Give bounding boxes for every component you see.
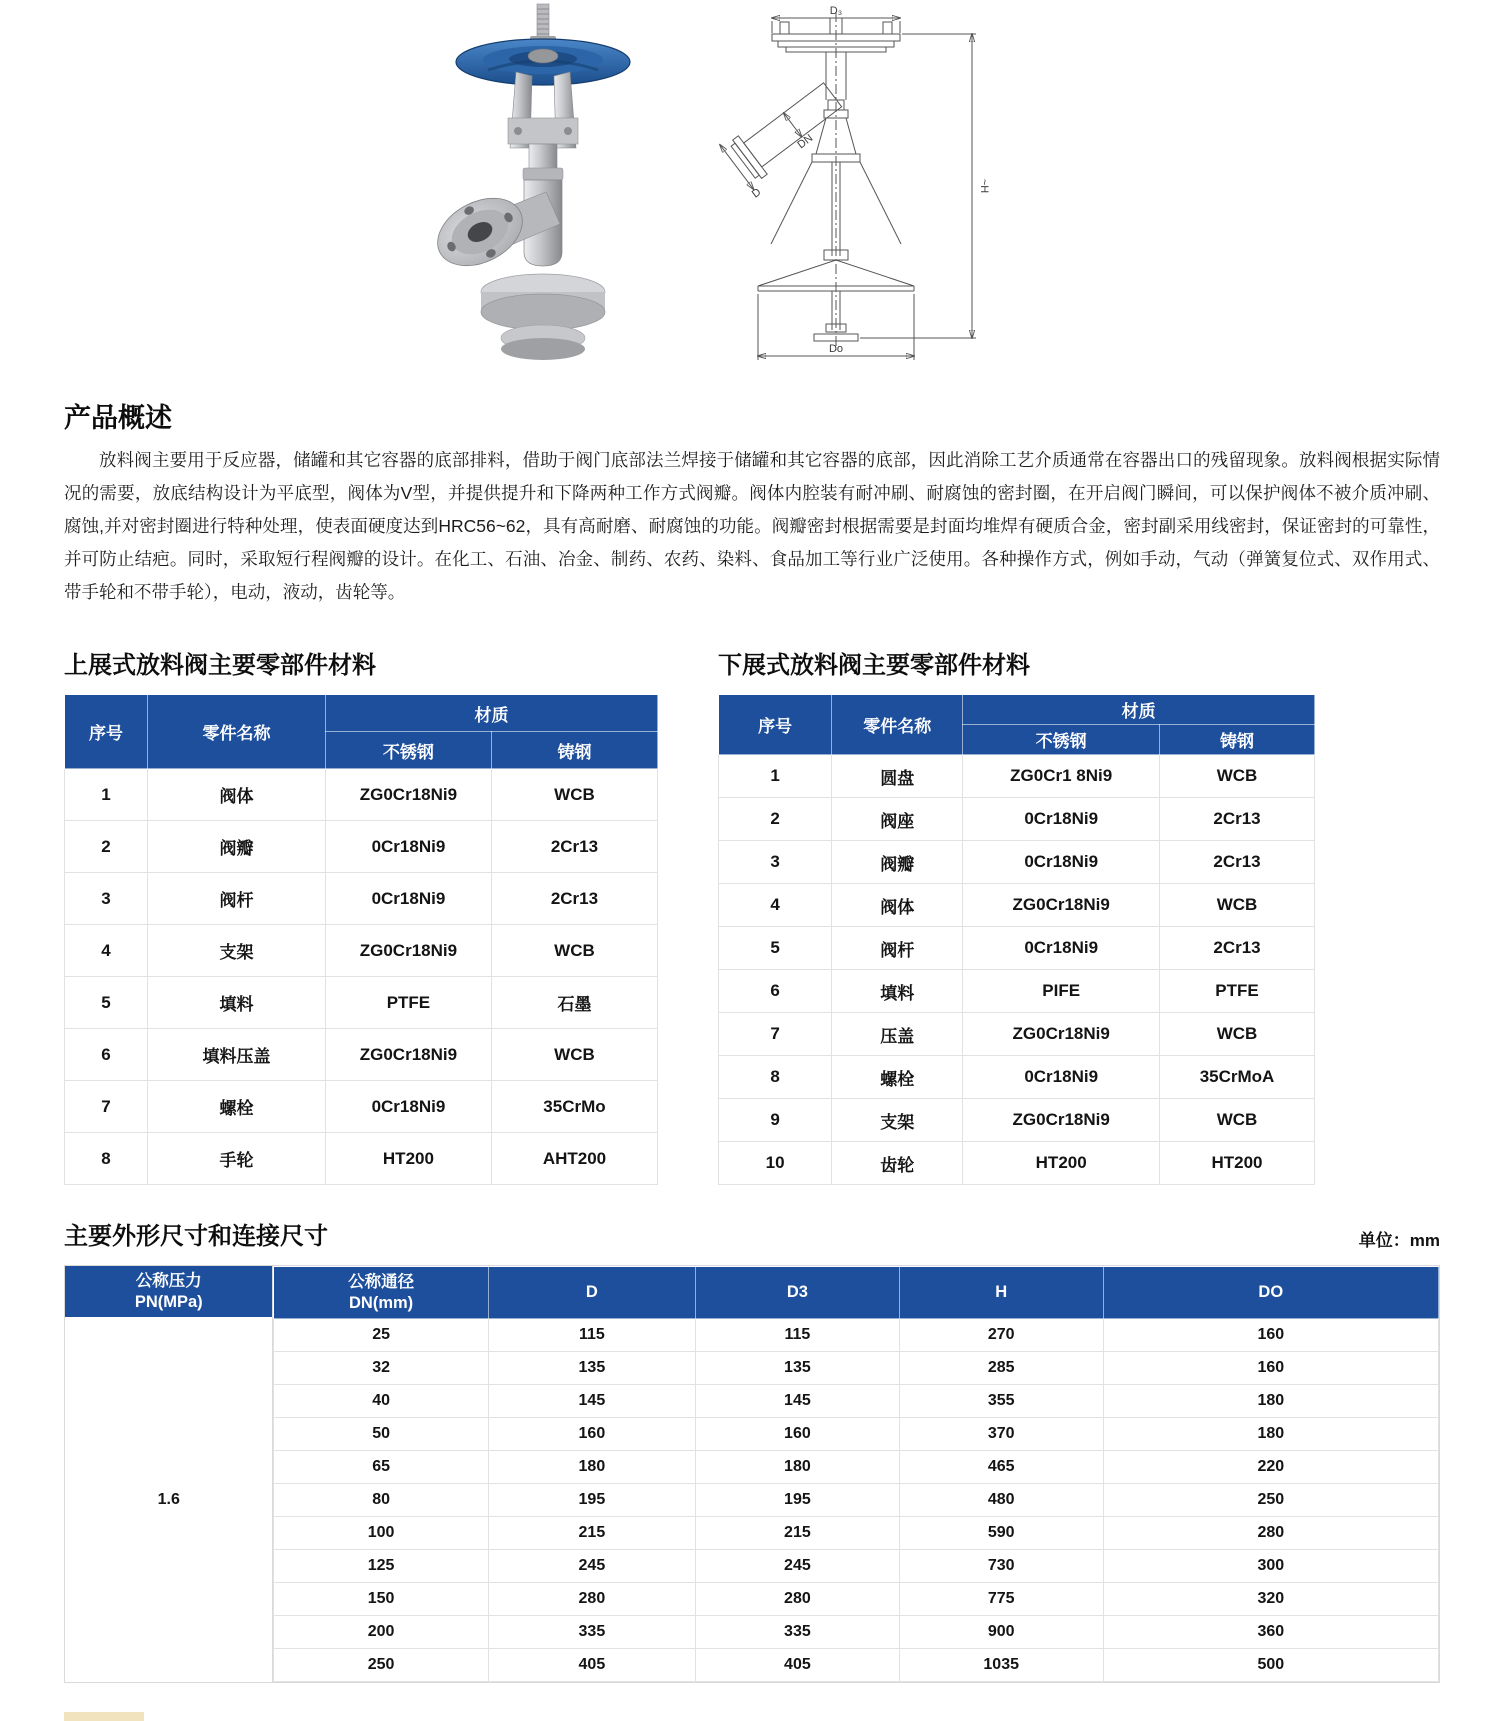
cell-do: 160 [1103, 1319, 1438, 1352]
cell-part-name: 阀杆 [148, 873, 326, 925]
cell-h: 285 [899, 1352, 1103, 1385]
cell-part-name: 圆盘 [832, 755, 963, 798]
cell-stainless-material: HT200 [963, 1142, 1160, 1185]
col-header-part: 零件名称 [148, 695, 326, 769]
table-row [65, 769, 658, 821]
dimensions-title: 主要外形尺寸和连接尺寸 [64, 1223, 328, 1250]
table-row [65, 1081, 658, 1133]
cell-cast-material: AHT200 [491, 1133, 657, 1185]
cell-d3: 135 [696, 1352, 900, 1385]
cell-part-name: 压盖 [832, 1013, 963, 1056]
cell-dn: 40 [274, 1385, 488, 1418]
cell-dn: 50 [274, 1418, 488, 1451]
cell-part-name: 阀体 [148, 769, 326, 821]
table-row [719, 927, 1315, 970]
cell-cast-material: 石墨 [491, 977, 657, 1029]
upper-materials-block [64, 645, 658, 1185]
cell-do: 180 [1103, 1385, 1438, 1418]
overview-section [64, 396, 1440, 609]
cell-do: 500 [1103, 1649, 1438, 1682]
cell-part-name: 填料 [832, 970, 963, 1013]
cell-h: 1035 [899, 1649, 1103, 1682]
col-header-index: 序号 [719, 695, 832, 755]
col-header-pn: 公称压力 PN(MPa) [65, 1266, 272, 1317]
lower-materials-block [718, 645, 1315, 1185]
cell-index: 3 [65, 873, 148, 925]
cell-index: 1 [719, 755, 832, 798]
lower-materials-table [718, 694, 1315, 1185]
cell-h: 590 [899, 1517, 1103, 1550]
overview-paragraph: 放料阀主要用于反应器，储罐和其它容器的底部排料，借助于阀门底部法兰焊接于储罐和其它容器的底部，因此消除工艺介质通常在容器出口的残留现象。放料阀根据实际情况的需要，放底结构设计为平底型，阀体为V型，并提供提升和下降两种工作方式阀瓣。阀体内腔装有耐冲刷、耐腐蚀的密封圈，在开启阀门瞬间，可以保护阀体不被介质冲刷、腐蚀,并对密封圈进行特种处理，使表面硬度达到HRC56~62，具有高耐磨、耐腐蚀的功能。阀瓣密封根据需要是封面均堆焊有硬质合金，密封副采用线密封，保证密封的可靠性，并可防止结疤。同时，采取短行程阀瓣的设计。在化工、石油、冶金、制药、农药、染料、食品加工等行业广泛使用。各种操作方式，例如手动，气动（弹簧复位式、双作用式、带手轮和不带手轮），电动，液动，齿轮等。 [64, 450, 1440, 602]
cell-index: 3 [719, 841, 832, 884]
table-row [65, 925, 658, 977]
cell-d: 280 [488, 1583, 695, 1616]
lower-materials-title: 下展式放料阀主要零部件材料 [718, 652, 1030, 679]
cell-stainless-material: ZG0Cr18Ni9 [963, 1099, 1160, 1142]
pn-column [65, 1266, 273, 1682]
col-header-h: H [899, 1267, 1103, 1319]
cell-stainless-material: HT200 [325, 1133, 491, 1185]
cell-index: 8 [719, 1056, 832, 1099]
cell-cast-material: WCB [1160, 884, 1315, 927]
upper-materials-table [64, 694, 658, 1185]
cell-part-name: 阀体 [832, 884, 963, 927]
table-row [274, 1550, 1439, 1583]
cell-cast-material: WCB [491, 769, 657, 821]
cell-part-name: 螺栓 [148, 1081, 326, 1133]
cell-d3: 160 [696, 1418, 900, 1451]
cell-dn: 250 [274, 1649, 488, 1682]
cell-stainless-material: 0Cr18Ni9 [325, 821, 491, 873]
inlet-flange [426, 185, 533, 279]
cell-stainless-material: 0Cr18Ni9 [963, 798, 1160, 841]
hero-section [0, 0, 1500, 382]
cell-d3: 195 [696, 1484, 900, 1517]
col-header-cast: 铸钢 [1160, 725, 1315, 755]
overview-title: 产品概述 [64, 403, 172, 433]
cell-part-name: 阀瓣 [832, 841, 963, 884]
cell-do: 220 [1103, 1451, 1438, 1484]
cell-d3: 145 [696, 1385, 900, 1418]
cell-index: 2 [719, 798, 832, 841]
cell-stainless-material: ZG0Cr1 8Ni9 [963, 755, 1160, 798]
col-header-dn: 公称通径 DN(mm) [274, 1267, 488, 1319]
cell-cast-material: WCB [1160, 1099, 1315, 1142]
cell-index: 8 [65, 1133, 148, 1185]
table-row [65, 873, 658, 925]
table-row [719, 1056, 1315, 1099]
cell-part-name: 阀瓣 [148, 821, 326, 873]
cell-part-name: 填料压盖 [148, 1029, 326, 1081]
table-row [719, 798, 1315, 841]
cell-index: 5 [65, 977, 148, 1029]
cell-stainless-material: 0Cr18Ni9 [963, 927, 1160, 970]
cell-part-name: 阀杆 [832, 927, 963, 970]
dimension-label-h: ~H [978, 178, 990, 194]
col-header-cast: 铸钢 [491, 732, 657, 769]
dimension-label-dn: DN [795, 132, 816, 152]
cell-d: 115 [488, 1319, 695, 1352]
pn-value-cell: 1.6 [157, 1490, 180, 1508]
cell-index: 6 [65, 1029, 148, 1081]
cell-stainless-material: PTFE [325, 977, 491, 1029]
table-row [274, 1583, 1439, 1616]
table-row [719, 970, 1315, 1013]
cell-cast-material: WCB [491, 1029, 657, 1081]
cell-stainless-material: ZG0Cr18Ni9 [325, 769, 491, 821]
cell-d3: 280 [696, 1583, 900, 1616]
footer-accent-decoration [64, 1712, 144, 1721]
col-header-d3: D3 [696, 1267, 900, 1319]
cell-d3: 335 [696, 1616, 900, 1649]
col-header-do: DO [1103, 1267, 1438, 1319]
cell-cast-material: PTFE [1160, 970, 1315, 1013]
cell-index: 6 [719, 970, 832, 1013]
unit-label: 单位：mm [1358, 1231, 1440, 1250]
cell-index: 5 [719, 927, 832, 970]
cell-index: 7 [65, 1081, 148, 1133]
cell-part-name: 手轮 [148, 1133, 326, 1185]
table-row [274, 1319, 1439, 1352]
valve-yoke [508, 72, 578, 180]
cell-d: 195 [488, 1484, 695, 1517]
cell-part-name: 支架 [832, 1099, 963, 1142]
cell-part-name: 齿轮 [832, 1142, 963, 1185]
table-row [274, 1385, 1439, 1418]
cell-dn: 65 [274, 1451, 488, 1484]
cell-index: 4 [65, 925, 148, 977]
materials-section [0, 645, 1500, 1205]
cell-part-name: 螺栓 [832, 1056, 963, 1099]
cell-stainless-material: ZG0Cr18Ni9 [325, 1029, 491, 1081]
cell-d3: 215 [696, 1517, 900, 1550]
cell-stainless-material: ZG0Cr18Ni9 [963, 884, 1160, 927]
handwheel [456, 39, 630, 85]
cell-do: 250 [1103, 1484, 1438, 1517]
cell-h: 480 [899, 1484, 1103, 1517]
cell-do: 280 [1103, 1517, 1438, 1550]
col-header-material: 材质 [963, 695, 1315, 725]
cell-part-name: 阀座 [832, 798, 963, 841]
cell-stainless-material: ZG0Cr18Ni9 [325, 925, 491, 977]
table-row [719, 884, 1315, 927]
cell-cast-material: 2Cr13 [1160, 841, 1315, 884]
table-row [274, 1352, 1439, 1385]
bottom-flange [481, 274, 605, 360]
cell-d: 405 [488, 1649, 695, 1682]
cell-part-name: 填料 [148, 977, 326, 1029]
table-row [274, 1484, 1439, 1517]
cell-d3: 405 [696, 1649, 900, 1682]
col-header-stainless: 不锈钢 [963, 725, 1160, 755]
cell-stainless-material: 0Cr18Ni9 [963, 841, 1160, 884]
cell-d: 135 [488, 1352, 695, 1385]
cell-cast-material: 2Cr13 [1160, 927, 1315, 970]
cell-stainless-material: 0Cr18Ni9 [325, 873, 491, 925]
cell-cast-material: 35CrMoA [1160, 1056, 1315, 1099]
cell-stainless-material: 0Cr18Ni9 [325, 1081, 491, 1133]
cell-d: 215 [488, 1517, 695, 1550]
cell-cast-material: 35CrMo [491, 1081, 657, 1133]
cell-h: 355 [899, 1385, 1103, 1418]
cell-cast-material: WCB [491, 925, 657, 977]
cell-d: 180 [488, 1451, 695, 1484]
table-row [65, 1029, 658, 1081]
cell-h: 370 [899, 1418, 1103, 1451]
valve-cross-section-diagram [676, 4, 996, 376]
cell-do: 300 [1103, 1550, 1438, 1583]
table-row [274, 1649, 1439, 1682]
cell-h: 775 [899, 1583, 1103, 1616]
table-row [719, 1013, 1315, 1056]
cell-dn: 125 [274, 1550, 488, 1583]
col-header-part: 零件名称 [832, 695, 963, 755]
table-row [65, 1133, 658, 1185]
cell-h: 730 [899, 1550, 1103, 1583]
cell-dn: 100 [274, 1517, 488, 1550]
table-row [274, 1616, 1439, 1649]
cell-dn: 150 [274, 1583, 488, 1616]
cell-dn: 25 [274, 1319, 488, 1352]
cell-cast-material: WCB [1160, 755, 1315, 798]
cell-do: 180 [1103, 1418, 1438, 1451]
upper-materials-title: 上展式放料阀主要零部件材料 [64, 652, 376, 679]
cell-d: 145 [488, 1385, 695, 1418]
table-row [65, 821, 658, 873]
cell-h: 465 [899, 1451, 1103, 1484]
cell-index: 9 [719, 1099, 832, 1142]
dimensions-section [64, 1216, 1440, 1683]
table-row [274, 1517, 1439, 1550]
cell-dn: 80 [274, 1484, 488, 1517]
table-row [65, 977, 658, 1029]
dimensions-table [64, 1265, 1440, 1683]
cell-do: 320 [1103, 1583, 1438, 1616]
cell-h: 270 [899, 1319, 1103, 1352]
cell-do: 160 [1103, 1352, 1438, 1385]
dimension-label-d3: D₃ [829, 5, 843, 17]
cell-stainless-material: PIFE [963, 970, 1160, 1013]
dimension-label-d: D [749, 186, 764, 201]
cell-cast-material: 2Cr13 [1160, 798, 1315, 841]
cell-cast-material: 2Cr13 [491, 873, 657, 925]
cell-cast-material: HT200 [1160, 1142, 1315, 1185]
cell-part-name: 支架 [148, 925, 326, 977]
cell-d: 245 [488, 1550, 695, 1583]
cell-index: 7 [719, 1013, 832, 1056]
valve-photo [418, 0, 668, 368]
cell-index: 2 [65, 821, 148, 873]
table-row [719, 1099, 1315, 1142]
cell-cast-material: WCB [1160, 1013, 1315, 1056]
table-row [274, 1418, 1439, 1451]
cell-d: 335 [488, 1616, 695, 1649]
cell-dn: 200 [274, 1616, 488, 1649]
cell-d3: 245 [696, 1550, 900, 1583]
table-row [719, 755, 1315, 798]
cell-d3: 115 [696, 1319, 900, 1352]
cell-d: 160 [488, 1418, 695, 1451]
cell-h: 900 [899, 1616, 1103, 1649]
cell-index: 4 [719, 884, 832, 927]
cell-cast-material: 2Cr13 [491, 821, 657, 873]
table-row [719, 841, 1315, 884]
col-header-d: D [488, 1267, 695, 1319]
cell-d3: 180 [696, 1451, 900, 1484]
table-row [719, 1142, 1315, 1185]
cell-index: 10 [719, 1142, 832, 1185]
col-header-index: 序号 [65, 695, 148, 769]
cell-stainless-material: 0Cr18Ni9 [963, 1056, 1160, 1099]
dimension-label-do: Do [828, 343, 844, 355]
cell-index: 1 [65, 769, 148, 821]
cell-stainless-material: ZG0Cr18Ni9 [963, 1013, 1160, 1056]
table-row [274, 1451, 1439, 1484]
cell-do: 360 [1103, 1616, 1438, 1649]
cell-dn: 32 [274, 1352, 488, 1385]
col-header-stainless: 不锈钢 [325, 732, 491, 769]
col-header-material: 材质 [325, 695, 657, 732]
